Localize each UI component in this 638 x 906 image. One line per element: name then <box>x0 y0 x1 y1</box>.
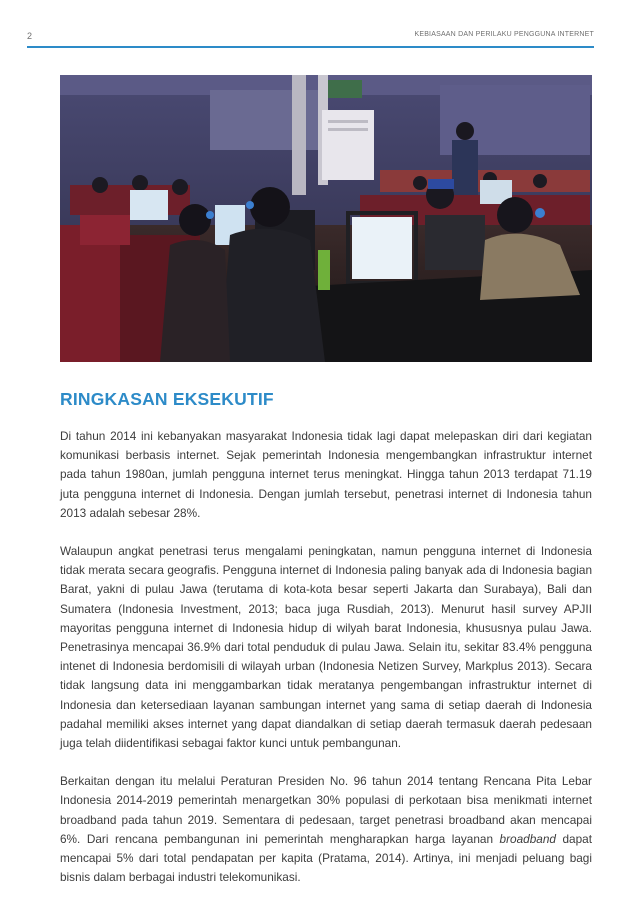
paragraph-3-part-2: dapat mencapai 5% dari total pendapatan per kapita (Pratama, 2014). Artinya, ini menjadi peluang bagi bisnis dalam berbagai industri telekomunikasi. <box>60 831 592 885</box>
internet-cafe-photo <box>60 75 592 362</box>
paragraph-1: Di tahun 2014 ini kebanyakan masyarakat Indonesia tidak lagi dapat melepaskan diri dari kegiatan komunikasi berbasis internet. Sejak pemerintah Indonesia mengembangkan infrastruktur internet pada tahun 1980an, jumlah pengguna internet terus meningkat. Hingga tahun 2013 terdapat 71.19 juta pengguna internet di Indonesia. Dengan jumlah tersebut, penetrasi internet di Indonesia tahun 2013 adalah sebesar 28%. <box>60 429 592 520</box>
body-text <box>60 427 592 906</box>
header-rule <box>27 46 594 48</box>
internet-cafe-illustration <box>60 75 592 362</box>
section-title: RINGKASAN EKSEKUTIF <box>60 389 274 409</box>
paragraph-2: Walaupun angkat penetrasi terus mengalami peningkatan, namun pengguna internet di Indonesia tidak merata secara geografis. Pengguna internet di Indonesia paling banyak ada di Indonesia bagian Barat, yakni di pulau Jawa (terutama di kota-kota besar seperti Jakarta dan Surabaya), Bali dan Sumatera (Indonesia Investment, 2013; baca juga Rusdiah, 2013). Menurut hasil survey APJII mayoritas pengguna internet di Indonesia hidup di wilyah barat Indonesia, khususnya pulau Jawa. Penetrasinya mencapai 36.9% dari total penduduk di pulau Jawa. Selain itu, sekitar 83.4% pengguna intenet di Indonesia berdomisili di wilayah urban (Indonesia Netizen Survey, Markplus 2013). Secara tidak langsung data ini menggambarkan tidak meratanya pengembangan infrastruktur internet di Indonesia dan ketersediaan layanan sambungan internet yang sama di setiap daerah di Indonesia padahal memiliki akses internet yang dapat diandalkan di setiap daerah termasuk daerah pedesaan juga telah diidentifikasi sebagai faktor kunci untuk pembangunan. <box>60 544 592 751</box>
running-header: KEBIASAAN DAN PERILAKU PENGGUNA INTERNET <box>414 31 594 38</box>
page-number: 2 <box>27 31 33 41</box>
paragraph-3 <box>60 772 592 887</box>
emphasis-broadband: broadband <box>499 831 556 846</box>
paragraph-3-part-1: Berkaitan dengan itu melalui Peraturan Presiden No. 96 tahun 2014 tentang Rencana Pita Lebar Indonesia 2014-2019 pemerintah menargetkan 30% populasi di perkotaan bisa menikmati internet broadband pada tahun 2019. Sementara di pedesaan, target penetrasi broadband akan mencapai 6%. Dari rencana pembangunan ini pemerintah mengharapkan harga layanan <box>60 774 592 846</box>
